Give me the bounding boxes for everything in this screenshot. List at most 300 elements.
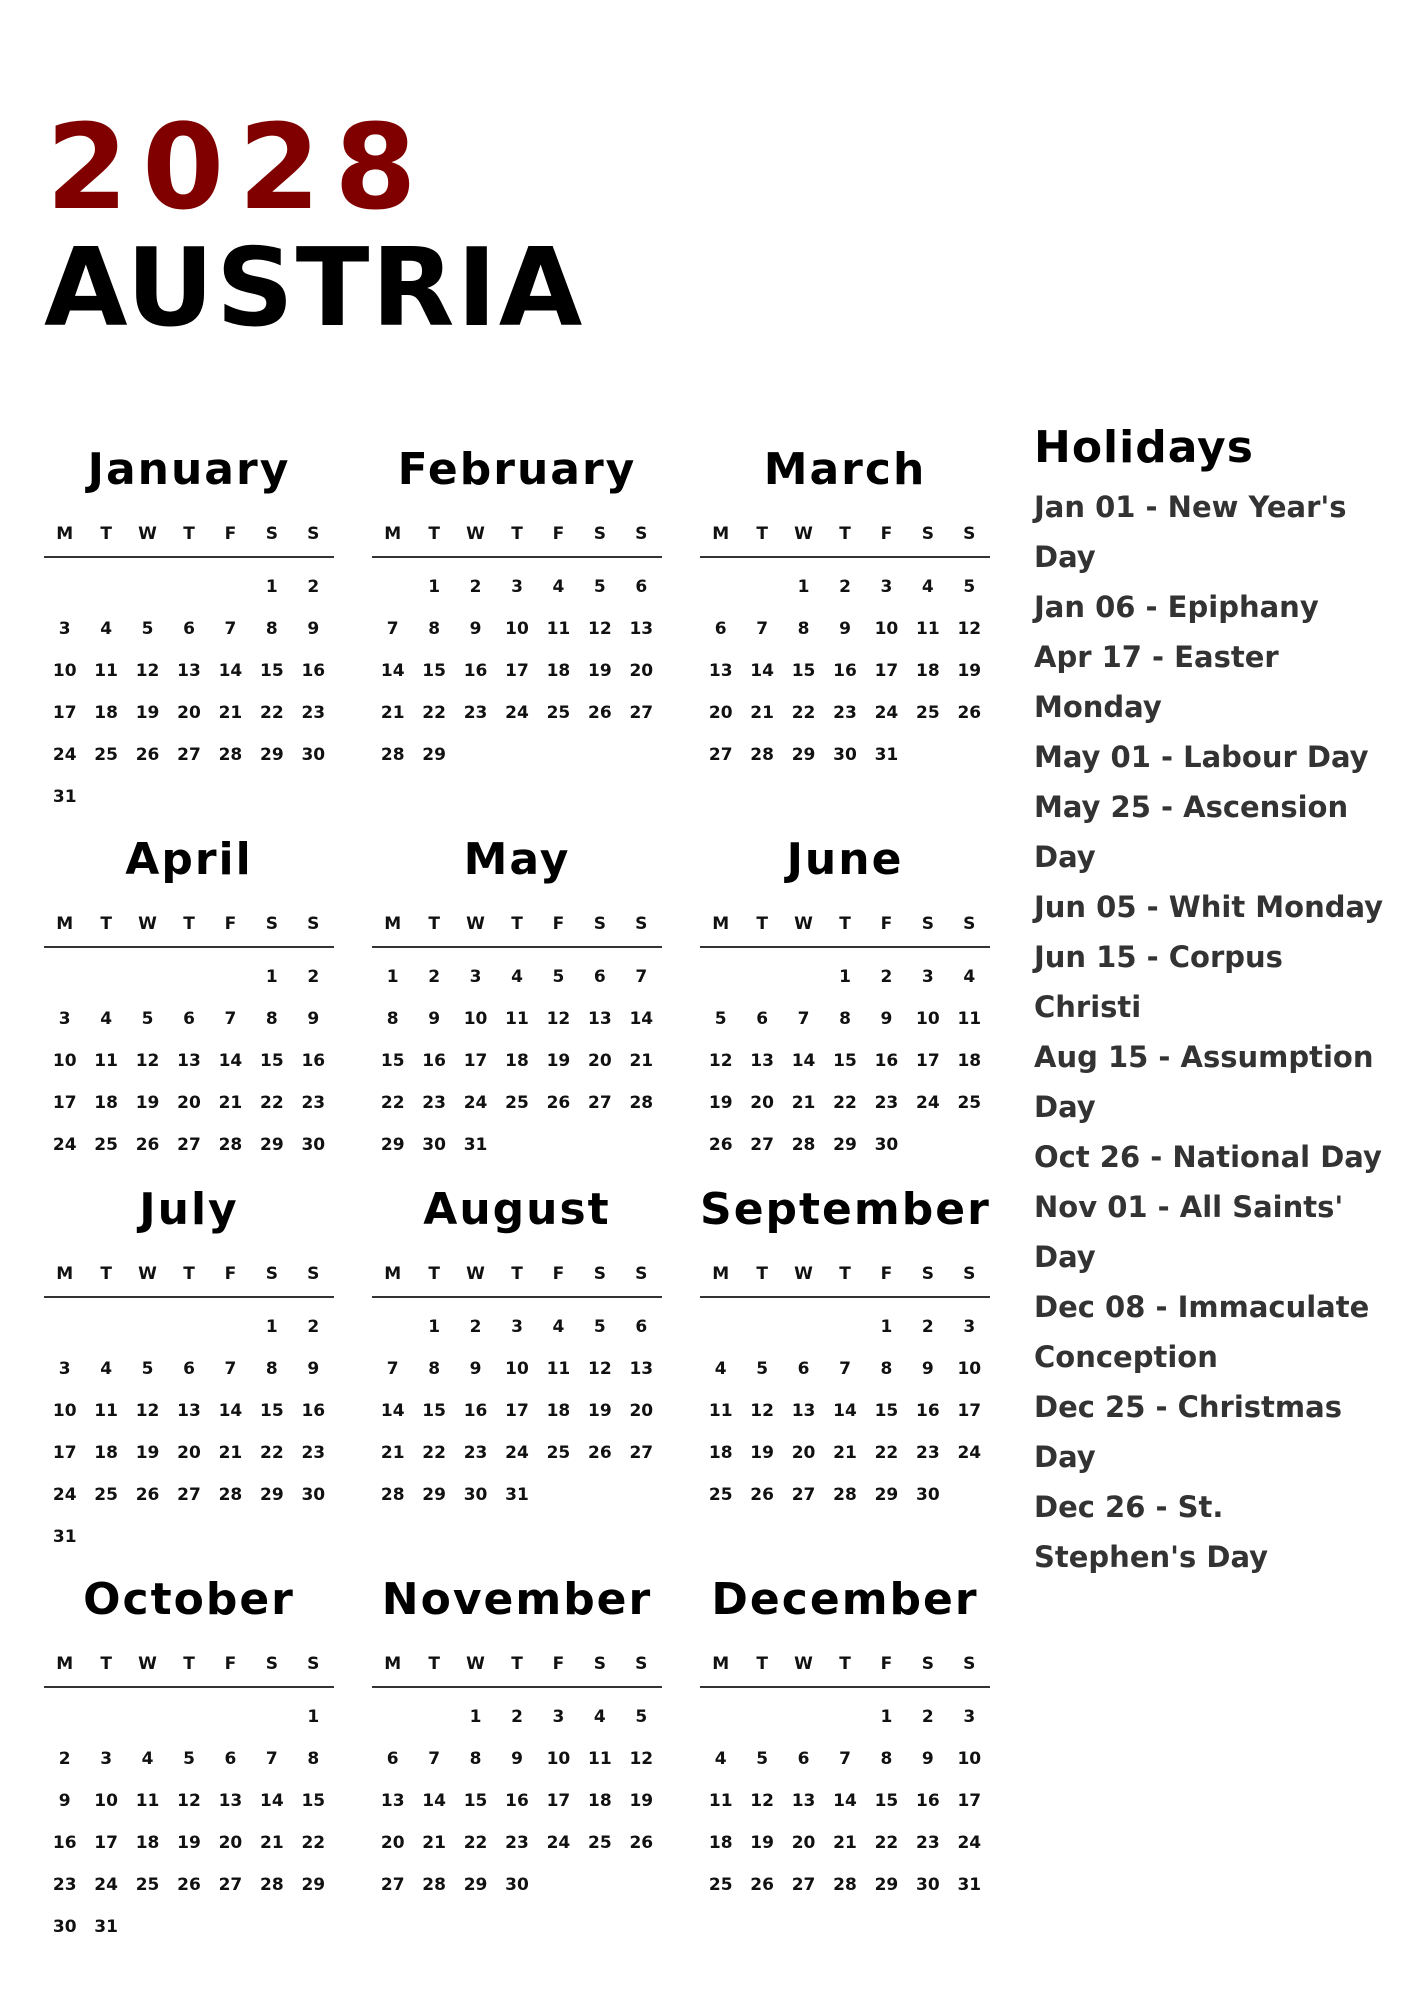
day-cell: 22: [874, 1833, 899, 1853]
day-cell: 7: [839, 1749, 851, 1769]
day-cell: 7: [797, 1009, 810, 1029]
day-cell: 8: [880, 1749, 893, 1769]
days-grid: [700, 566, 990, 776]
day-cell: 15: [833, 1051, 857, 1071]
month-name: October: [83, 1574, 295, 1625]
days-grid: [44, 1306, 334, 1558]
weekday-label: S: [265, 1654, 278, 1674]
weekday-label: F: [224, 1264, 237, 1284]
months-grid: [44, 442, 992, 1962]
weekday-label: T: [428, 524, 440, 544]
day-cell: 30: [52, 1917, 77, 1937]
day-cell: 24: [505, 1443, 529, 1463]
day-cell: 12: [708, 1051, 733, 1071]
holidays-panel: [1034, 418, 1394, 1582]
day-cell: 14: [380, 661, 405, 681]
empty-day-cell: [372, 1696, 413, 1738]
day-cell: 1: [839, 967, 851, 987]
empty-day-cell: [85, 1306, 126, 1348]
day-cell: 24: [94, 1875, 118, 1895]
day-cell: 29: [833, 1135, 857, 1155]
day-cell: 8: [469, 1749, 482, 1769]
day-cell: 19: [546, 1051, 571, 1071]
empty-day-cell: [700, 956, 741, 998]
weekday-label: M: [712, 1264, 730, 1284]
day-cell: 27: [177, 1485, 201, 1505]
day-cell: 2: [307, 967, 320, 987]
day-cell: 22: [260, 1443, 284, 1463]
day-cell: 20: [177, 1093, 201, 1113]
day-cell: 4: [921, 577, 934, 597]
day-cell: 19: [135, 1093, 160, 1113]
day-cell: 14: [380, 1401, 405, 1421]
empty-day-cell: [741, 956, 782, 998]
day-cell: 6: [183, 1359, 195, 1379]
day-cell: 5: [963, 577, 976, 597]
day-cell: 8: [386, 1009, 399, 1029]
day-cell: 28: [218, 745, 243, 765]
weekday-label: M: [56, 1654, 74, 1674]
day-cell: 27: [791, 1875, 816, 1895]
day-cell: 13: [750, 1051, 774, 1071]
days-grid: [44, 1696, 334, 1948]
day-cell: 16: [422, 1051, 446, 1071]
weekday-label: M: [712, 524, 730, 544]
day-cell: 9: [58, 1791, 71, 1811]
empty-day-cell: [168, 1306, 209, 1348]
day-cell: 21: [218, 703, 243, 723]
day-cell: 2: [839, 577, 851, 597]
weekday-label: T: [100, 914, 112, 934]
day-cell: 26: [629, 1833, 654, 1853]
weekday-header: [372, 522, 662, 558]
day-cell: 18: [135, 1833, 160, 1853]
weekday-label: F: [552, 524, 565, 544]
weekday-label: T: [839, 1264, 851, 1284]
day-cell: 26: [177, 1875, 201, 1895]
holiday-item: Dec 25 - Christmas Day: [1034, 1390, 1342, 1474]
month-name: April: [125, 834, 253, 885]
day-cell: 9: [307, 619, 320, 639]
day-cell: 10: [546, 1749, 571, 1769]
weekday-label: M: [384, 914, 402, 934]
day-cell: 30: [301, 1485, 326, 1505]
holiday-item: May 01 - Labour Day: [1034, 740, 1369, 774]
day-cell: 20: [588, 1051, 612, 1071]
empty-day-cell: [741, 1306, 782, 1348]
day-cell: 16: [301, 661, 326, 681]
day-cell: 6: [593, 967, 606, 987]
day-cell: 26: [135, 1135, 160, 1155]
day-cell: 10: [957, 1359, 982, 1379]
day-cell: 7: [224, 1359, 237, 1379]
day-cell: 5: [141, 1009, 154, 1029]
holiday-list: [1034, 482, 1394, 1582]
day-cell: 26: [957, 703, 982, 723]
day-cell: 5: [552, 967, 565, 987]
empty-day-cell: [210, 1696, 251, 1738]
day-cell: 5: [593, 1317, 606, 1337]
day-cell: 2: [307, 577, 320, 597]
day-cell: 10: [94, 1791, 118, 1811]
weekday-label: S: [307, 1654, 320, 1674]
day-cell: 19: [750, 1443, 774, 1463]
day-cell: 18: [957, 1051, 982, 1071]
day-cell: 23: [301, 1443, 326, 1463]
holiday-item: Nov 01 - All Saints' Day: [1034, 1190, 1344, 1274]
day-cell: 30: [422, 1135, 446, 1155]
day-cell: 29: [260, 1485, 284, 1505]
day-cell: 29: [422, 745, 446, 765]
day-cell: 25: [708, 1485, 733, 1505]
empty-day-cell: [85, 956, 126, 998]
day-cell: 17: [505, 661, 529, 681]
holiday-item: Oct 26 - National Day: [1034, 1140, 1382, 1174]
day-cell: 25: [546, 703, 571, 723]
day-cell: 19: [957, 661, 982, 681]
day-cell: 6: [797, 1749, 810, 1769]
holiday-item: Dec 08 - Immaculate Conception: [1034, 1290, 1370, 1374]
day-cell: 4: [714, 1359, 727, 1379]
day-cell: 22: [874, 1443, 899, 1463]
day-cell: 11: [546, 619, 571, 639]
day-cell: 11: [505, 1009, 529, 1029]
weekday-label: W: [138, 524, 157, 544]
day-cell: 28: [380, 1485, 405, 1505]
weekday-label: T: [756, 524, 768, 544]
weekday-label: S: [635, 1264, 648, 1284]
days-grid: [372, 1306, 662, 1516]
day-cell: 30: [505, 1875, 529, 1895]
month-july: [44, 1182, 334, 1572]
weekday-label: T: [428, 1264, 440, 1284]
day-cell: 14: [750, 661, 774, 681]
day-cell: 21: [218, 1443, 243, 1463]
weekday-label: F: [224, 914, 237, 934]
day-cell: 4: [511, 967, 523, 987]
day-cell: 31: [463, 1135, 488, 1155]
day-cell: 5: [141, 1359, 154, 1379]
day-cell: 16: [52, 1833, 77, 1853]
day-cell: 22: [422, 703, 446, 723]
weekday-label: W: [138, 1654, 157, 1674]
day-cell: 8: [797, 619, 810, 639]
country-title: AUSTRIA: [44, 226, 585, 351]
day-cell: 25: [546, 1443, 571, 1463]
day-cell: 24: [957, 1443, 982, 1463]
weekday-label: M: [56, 914, 74, 934]
day-cell: 3: [100, 1749, 113, 1769]
day-cell: 19: [588, 661, 612, 681]
day-cell: 18: [94, 1443, 118, 1463]
day-cell: 18: [94, 1093, 118, 1113]
empty-day-cell: [700, 1696, 741, 1738]
day-cell: 14: [791, 1051, 816, 1071]
day-cell: 19: [629, 1791, 654, 1811]
day-cell: 2: [58, 1749, 71, 1769]
day-cell: 10: [52, 1401, 77, 1421]
weekday-label: T: [183, 1264, 195, 1284]
weekday-header: [700, 912, 990, 948]
day-cell: 15: [874, 1791, 899, 1811]
day-cell: 21: [260, 1833, 284, 1853]
day-cell: 10: [916, 1009, 940, 1029]
day-cell: 23: [463, 703, 488, 723]
weekday-label: T: [428, 1654, 440, 1674]
day-cell: 29: [874, 1485, 899, 1505]
day-cell: 25: [94, 745, 118, 765]
weekday-label: T: [100, 1264, 112, 1284]
month-june: [700, 832, 990, 1182]
day-cell: 27: [750, 1135, 774, 1155]
day-cell: 10: [957, 1749, 982, 1769]
day-cell: 1: [880, 1317, 893, 1337]
day-cell: 23: [916, 1443, 940, 1463]
day-cell: 30: [301, 1135, 326, 1155]
day-cell: 28: [218, 1135, 243, 1155]
month-name: August: [423, 1184, 611, 1235]
empty-day-cell: [824, 1696, 865, 1738]
weekday-label: W: [138, 1264, 157, 1284]
holiday-item: Jan 01 - New Year's Day: [1034, 490, 1347, 574]
empty-day-cell: [210, 566, 251, 608]
day-cell: 14: [218, 661, 243, 681]
weekday-label: S: [963, 914, 976, 934]
day-cell: 12: [588, 1359, 612, 1379]
day-cell: 14: [833, 1401, 857, 1421]
weekday-label: M: [384, 1654, 402, 1674]
day-cell: 24: [505, 703, 529, 723]
day-cell: 4: [141, 1749, 154, 1769]
month-october: [44, 1572, 334, 1962]
day-cell: 17: [916, 1051, 940, 1071]
day-cell: 15: [874, 1401, 899, 1421]
weekday-header: [372, 1652, 662, 1688]
day-cell: 18: [546, 661, 571, 681]
day-cell: 11: [708, 1791, 733, 1811]
day-cell: 3: [552, 1707, 565, 1727]
day-cell: 28: [750, 745, 774, 765]
day-cell: 5: [635, 1707, 648, 1727]
day-cell: 3: [921, 967, 934, 987]
day-cell: 8: [265, 1359, 278, 1379]
weekday-header: [44, 1652, 334, 1688]
day-cell: 14: [218, 1401, 243, 1421]
day-cell: 29: [422, 1485, 446, 1505]
day-cell: 2: [921, 1707, 934, 1727]
day-cell: 4: [100, 1009, 113, 1029]
day-cell: 11: [94, 661, 118, 681]
weekday-label: T: [100, 524, 112, 544]
day-cell: 19: [708, 1093, 733, 1113]
day-cell: 5: [756, 1359, 769, 1379]
weekday-label: W: [466, 914, 485, 934]
empty-day-cell: [127, 1696, 168, 1738]
empty-day-cell: [783, 1696, 824, 1738]
day-cell: 9: [839, 619, 851, 639]
days-grid: [700, 1306, 990, 1516]
weekday-header: [44, 1262, 334, 1298]
day-cell: 15: [260, 1401, 284, 1421]
day-cell: 12: [629, 1749, 654, 1769]
weekday-label: M: [56, 1264, 74, 1284]
day-cell: 17: [957, 1791, 982, 1811]
day-cell: 27: [177, 1135, 201, 1155]
day-cell: 16: [916, 1791, 940, 1811]
month-march: [700, 442, 990, 832]
day-cell: 21: [833, 1833, 857, 1853]
day-cell: 28: [422, 1875, 446, 1895]
empty-day-cell: [251, 1696, 292, 1738]
day-cell: 23: [422, 1093, 446, 1113]
day-cell: 26: [750, 1875, 774, 1895]
day-cell: 22: [422, 1443, 446, 1463]
day-cell: 31: [94, 1917, 118, 1937]
weekday-label: S: [307, 914, 320, 934]
month-name: July: [139, 1184, 239, 1235]
day-cell: 20: [750, 1093, 774, 1113]
day-cell: 27: [629, 1443, 654, 1463]
empty-day-cell: [783, 956, 824, 998]
day-cell: 22: [380, 1093, 405, 1113]
day-cell: 5: [593, 577, 606, 597]
day-cell: 3: [963, 1707, 976, 1727]
empty-day-cell: [127, 956, 168, 998]
days-grid: [44, 566, 334, 818]
weekday-label: T: [511, 914, 523, 934]
weekday-header: [700, 522, 990, 558]
day-cell: 18: [916, 661, 940, 681]
day-cell: 9: [469, 1359, 482, 1379]
day-cell: 28: [260, 1875, 284, 1895]
month-name: May: [463, 834, 571, 885]
day-cell: 13: [708, 661, 733, 681]
day-cell: 4: [593, 1707, 606, 1727]
day-cell: 14: [218, 1051, 243, 1071]
day-cell: 27: [218, 1875, 243, 1895]
day-cell: 1: [307, 1707, 320, 1727]
month-november: [372, 1572, 662, 1962]
day-cell: 5: [756, 1749, 769, 1769]
day-cell: 9: [921, 1359, 934, 1379]
day-cell: 31: [52, 1527, 77, 1547]
weekday-label: T: [511, 1264, 523, 1284]
day-cell: 15: [260, 661, 284, 681]
weekday-label: S: [265, 524, 278, 544]
day-cell: 3: [511, 577, 523, 597]
day-cell: 5: [183, 1749, 195, 1769]
weekday-label: S: [921, 524, 934, 544]
month-name: March: [763, 444, 927, 495]
day-cell: 6: [714, 619, 727, 639]
day-cell: 16: [916, 1401, 940, 1421]
day-cell: 23: [916, 1833, 940, 1853]
empty-day-cell: [85, 1696, 126, 1738]
day-cell: 17: [52, 1443, 77, 1463]
weekday-label: T: [183, 524, 195, 544]
month-may: [372, 832, 662, 1182]
weekday-label: M: [384, 524, 402, 544]
holiday-item: Jun 05 - Whit Monday: [1034, 890, 1384, 924]
day-cell: 22: [301, 1833, 326, 1853]
day-cell: 29: [463, 1875, 488, 1895]
day-cell: 3: [963, 1317, 976, 1337]
day-cell: 18: [708, 1443, 733, 1463]
day-cell: 16: [874, 1051, 899, 1071]
day-cell: 6: [224, 1749, 237, 1769]
month-name: January: [87, 444, 291, 495]
day-cell: 7: [265, 1749, 278, 1769]
day-cell: 15: [260, 1051, 284, 1071]
weekday-label: F: [552, 1264, 565, 1284]
day-cell: 20: [177, 703, 201, 723]
day-cell: 5: [141, 619, 154, 639]
day-cell: 30: [301, 745, 326, 765]
year-title: 2028: [46, 98, 431, 236]
day-cell: 21: [833, 1443, 857, 1463]
day-cell: 16: [463, 1401, 488, 1421]
day-cell: 12: [177, 1791, 201, 1811]
day-cell: 2: [469, 1317, 482, 1337]
day-cell: 23: [301, 703, 326, 723]
day-cell: 2: [921, 1317, 934, 1337]
day-cell: 20: [380, 1833, 405, 1853]
day-cell: 28: [218, 1485, 243, 1505]
day-cell: 18: [94, 703, 118, 723]
day-cell: 30: [463, 1485, 488, 1505]
day-cell: 24: [463, 1093, 488, 1113]
day-cell: 24: [916, 1093, 940, 1113]
empty-day-cell: [413, 1696, 454, 1738]
day-cell: 13: [629, 1359, 654, 1379]
day-cell: 14: [629, 1009, 654, 1029]
weekday-label: S: [265, 1264, 278, 1284]
day-cell: 27: [380, 1875, 405, 1895]
days-grid: [44, 956, 334, 1166]
day-cell: 4: [552, 577, 565, 597]
empty-day-cell: [824, 1306, 865, 1348]
weekday-label: T: [756, 914, 768, 934]
weekday-label: T: [183, 914, 195, 934]
day-cell: 19: [588, 1401, 612, 1421]
day-cell: 29: [380, 1135, 405, 1155]
day-cell: 23: [52, 1875, 77, 1895]
day-cell: 6: [635, 577, 648, 597]
empty-day-cell: [168, 566, 209, 608]
weekday-label: F: [880, 914, 893, 934]
days-grid: [372, 956, 662, 1166]
weekday-label: S: [593, 1654, 606, 1674]
day-cell: 22: [260, 703, 284, 723]
weekday-header: [372, 1262, 662, 1298]
day-cell: 23: [874, 1093, 899, 1113]
day-cell: 18: [588, 1791, 612, 1811]
day-cell: 1: [880, 1707, 893, 1727]
day-cell: 8: [839, 1009, 851, 1029]
day-cell: 24: [52, 1135, 77, 1155]
day-cell: 31: [957, 1875, 982, 1895]
month-name: December: [711, 1574, 979, 1625]
weekday-label: S: [635, 1654, 648, 1674]
day-cell: 27: [708, 745, 733, 765]
empty-day-cell: [168, 956, 209, 998]
day-cell: 4: [963, 967, 976, 987]
month-name: February: [397, 444, 637, 495]
day-cell: 26: [588, 703, 612, 723]
day-cell: 16: [463, 661, 488, 681]
day-cell: 13: [588, 1009, 612, 1029]
day-cell: 21: [791, 1093, 816, 1113]
